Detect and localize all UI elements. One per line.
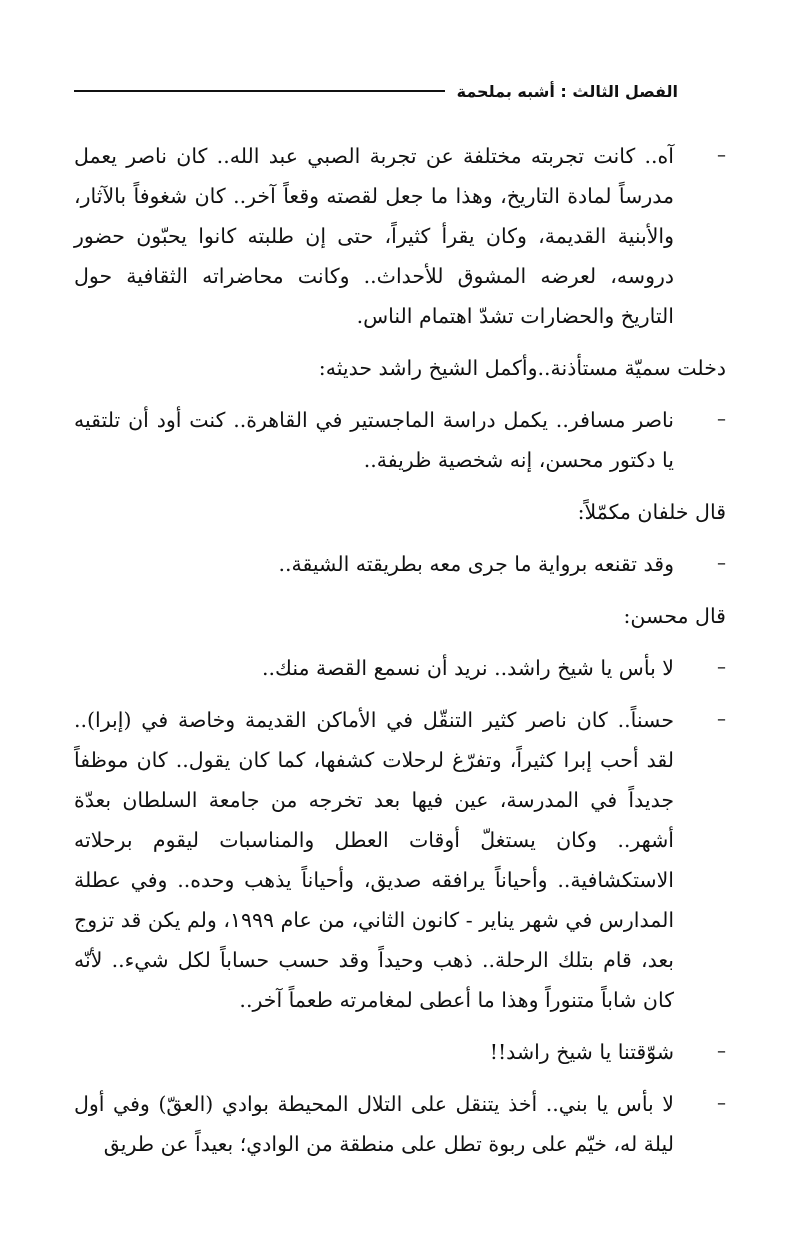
- header-rule: [74, 90, 445, 92]
- paragraph-text: وقد تقنعه برواية ما جرى معه بطريقته الشيقة..: [278, 552, 674, 576]
- running-header: [74, 78, 678, 104]
- paragraph-text: قال خلفان مكمّلاً:: [577, 500, 726, 524]
- dialog-dash: –: [717, 1041, 726, 1062]
- paragraph-text: لا بأس يا شيخ راشد.. نريد أن نسمع القصة منك..: [262, 656, 674, 680]
- paragraph-text: لا بأس يا بني.. أخذ يتنقل على التلال المحيطة بوادي (العقّ) وفي أول ليلة له، خيّم على ربوة تطل على منطقة من الوادي؛ بعيداً عن طريق: [74, 1092, 674, 1156]
- narration-paragraph: [74, 348, 726, 388]
- dialog-dash: –: [717, 1093, 726, 1114]
- paragraph-text: شوّقتنا يا شيخ راشد!!: [489, 1040, 674, 1064]
- paragraph-text: دخلت سميّة مستأذنة..وأكمل الشيخ راشد حديثه:: [318, 356, 726, 380]
- paragraph-text: آه.. كانت تجربته مختلفة عن تجربة الصبي عبد الله.. كان ناصر يعمل مدرساً لمادة التاريخ، وهذا ما جعل لقصته وقعاً آخر.. كان شغوفاً بالآثار، والأبنية القديمة، وكان يقرأ كثيراً، حتى إن طلبته كانوا يحبّون حضور دروسه، لعرضه المشوق للأحداث.. وكانت محاضراته الثقافية حول التاريخ والحضارات تشدّ اهتمام الناس.: [74, 144, 674, 328]
- paragraph-text: ناصر مسافر.. يكمل دراسة الماجستير في القاهرة.. كنت أود أن تلتقيه يا دكتور محسن، إنه شخصية ظريفة..: [74, 408, 674, 472]
- dialog-dash: –: [717, 409, 726, 430]
- dialog-paragraph: [74, 400, 726, 480]
- paragraph-text: حسناً.. كان ناصر كثير التنقّل في الأماكن القديمة وخاصة في (إبرا).. لقد أحب إبرا كثيراً، وتفرّغ لرحلات كشفها، كما كان يقول.. كان موظفاً جديداً في المدرسة، عين فيها بعد تخرجه من جامعة السلطان بعدّة أشهر.. وكان يستغلّ أوقات العطل والمناسبات ليقوم برحلاته الاستكشافية.. وأحياناً يرافقه صديق، وأحياناً يذهب وحده.. وفي عطلة المدارس في شهر يناير - كانون الثاني، من عام ١٩٩٩، ولم يكن قد تزوج بعد، قام بتلك الرحلة.. ذهب وحيداً وقد حسب حساباً لكل شيء.. لأنّه كان شاباً متنوراً وهذا ما أعطى لمغامرته طعماً آخر..: [74, 708, 675, 1012]
- dialog-paragraph: [74, 648, 726, 688]
- dialog-paragraph: [74, 1084, 726, 1164]
- dialog-dash: –: [717, 553, 726, 574]
- body-text: [74, 136, 726, 1164]
- narration-paragraph: [74, 596, 726, 636]
- paragraph-text: قال محسن:: [623, 604, 726, 628]
- dialog-dash: –: [717, 709, 726, 730]
- dialog-paragraph: [74, 544, 726, 584]
- dialog-paragraph: [74, 136, 726, 336]
- chapter-title: الفصل الثالث : أشبه بملحمة: [456, 81, 678, 101]
- dialog-dash: –: [717, 657, 726, 678]
- narration-paragraph: [74, 492, 726, 532]
- dialog-dash: –: [717, 145, 726, 166]
- dialog-paragraph: [74, 700, 726, 1020]
- dialog-paragraph: [74, 1032, 726, 1072]
